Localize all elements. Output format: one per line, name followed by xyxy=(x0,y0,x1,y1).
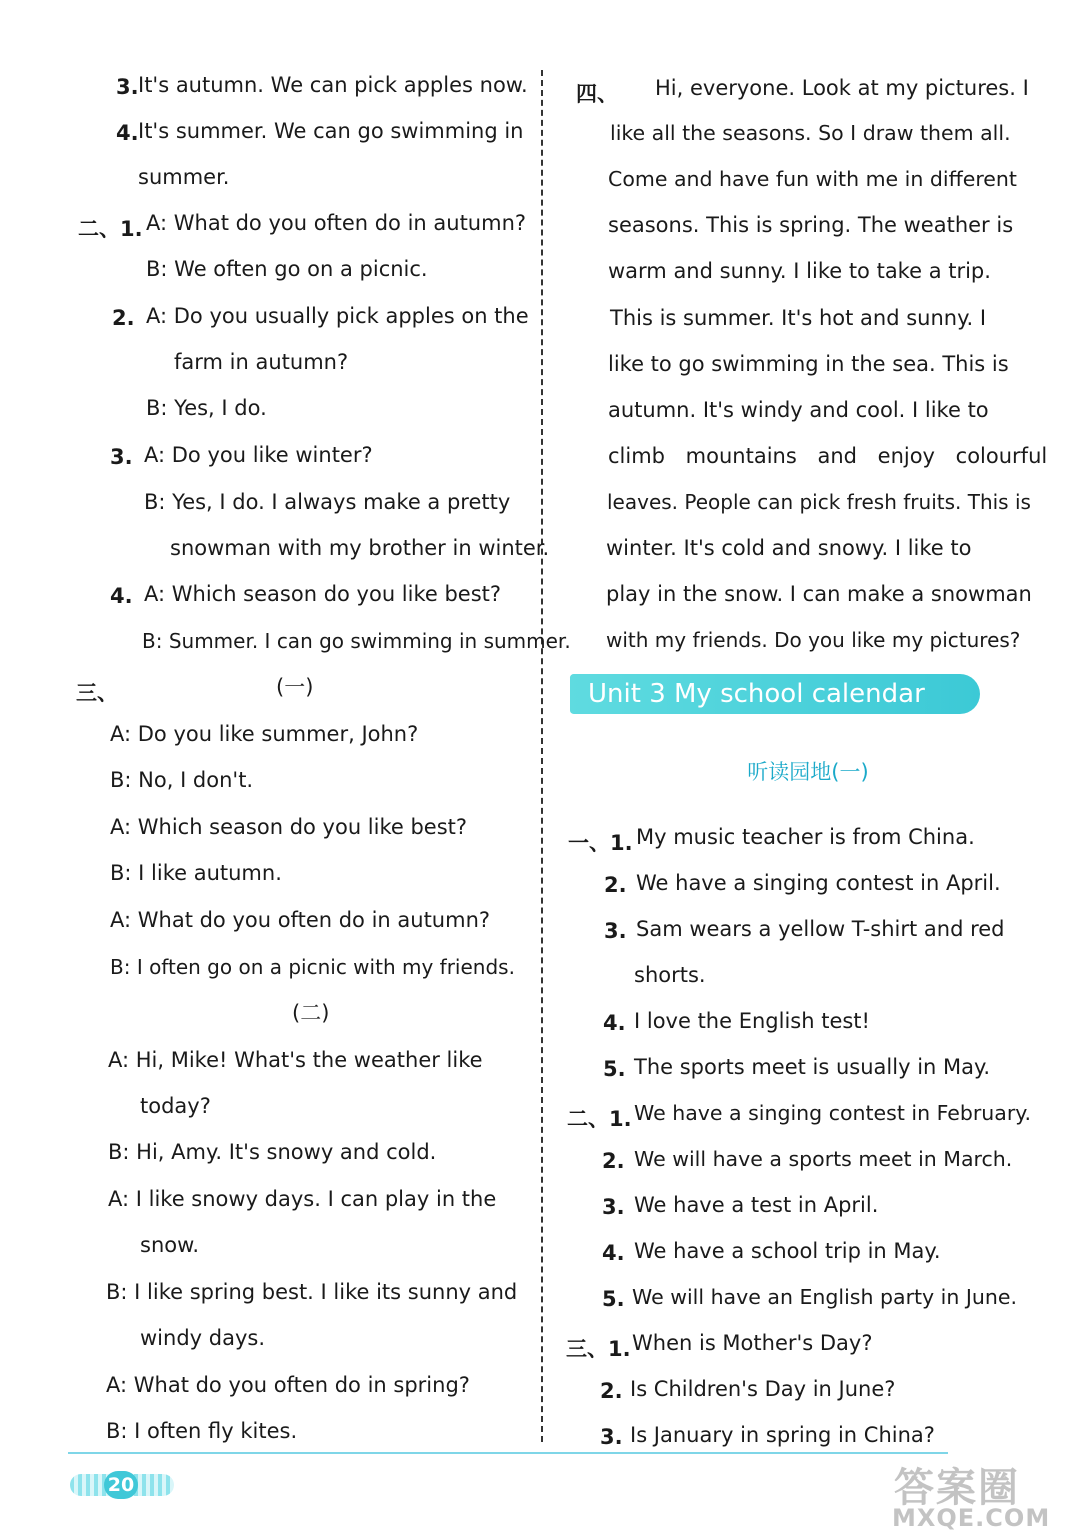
passage-line: autumn. It's windy and cool. I like to xyxy=(608,398,989,422)
answer-line: We will have an English party in June. xyxy=(632,1285,1018,1309)
item-number: 2. xyxy=(600,1379,623,1403)
section-number: 三、1. xyxy=(566,1337,631,1361)
passage-line: winter. It's cold and snowy. I like to xyxy=(606,536,972,560)
passage-line: This is summer. It's hot and sunny. I xyxy=(610,306,987,330)
answer-line: We have a test in April. xyxy=(634,1193,879,1217)
answer-line: The sports meet is usually in May. xyxy=(634,1055,991,1079)
dialogue-line: snow. xyxy=(140,1233,200,1257)
passage-line: play in the snow. I can make a snowman xyxy=(606,582,1032,606)
passage-line: Come and have fun with me in different xyxy=(608,167,1017,191)
answer-line: A: Do you usually pick apples on the xyxy=(146,304,529,328)
passage-line: seasons. This is spring. The weather is xyxy=(608,213,1014,237)
answer-line: When is Mother's Day? xyxy=(632,1331,873,1355)
item-number: 4. xyxy=(110,584,133,608)
subsection-label: (二) xyxy=(292,1001,330,1025)
dialogue-line: B: I often fly kites. xyxy=(106,1419,298,1443)
section-number: 二、1. xyxy=(567,1107,632,1131)
item-number: 5. xyxy=(603,1057,626,1081)
passage-line: leaves. People can pick fresh fruits. This is xyxy=(607,490,1031,514)
section-number: 一、1. xyxy=(568,831,633,855)
item-number: 2. xyxy=(602,1149,625,1173)
dialogue-line: B: Hi, Amy. It's snowy and cold. xyxy=(108,1140,437,1164)
item-number: 3. xyxy=(604,919,627,943)
dialogue-line: A: Which season do you like best? xyxy=(110,815,468,839)
item-number: 4. xyxy=(603,1011,626,1035)
passage-line: climb mountains and enjoy colourful xyxy=(608,444,1048,468)
answer-line: Is January in spring in China? xyxy=(630,1423,935,1447)
dialogue-line: today? xyxy=(140,1094,211,1118)
item-number: 2. xyxy=(604,873,627,897)
answer-line: B: Yes, I do. I always make a pretty xyxy=(144,490,511,514)
dialogue-line: B: I often go on a picnic with my friends. xyxy=(110,955,515,979)
watermark-logo xyxy=(890,1452,1065,1536)
dialogue-line: B: No, I don't. xyxy=(110,768,254,792)
item-number: 3. xyxy=(116,75,139,99)
unit-title-banner: Unit 3 My school calendar xyxy=(570,674,980,714)
answer-line: shorts. xyxy=(634,963,706,987)
answer-line: A: Do you like winter? xyxy=(144,443,373,467)
item-number: 3. xyxy=(110,445,133,469)
answer-line: We have a singing contest in April. xyxy=(636,871,1001,895)
watermark-url: MXQE.COM xyxy=(892,1504,1051,1532)
item-number: 4. xyxy=(116,121,139,145)
answer-line: My music teacher is from China. xyxy=(636,825,975,849)
watermark-text: 答案圈 xyxy=(894,1465,1020,1511)
section-number: 四、 xyxy=(576,82,618,106)
dialogue-line: B: I like autumn. xyxy=(110,861,282,885)
answer-line: It's summer. We can go swimming in xyxy=(138,119,524,143)
section-title: 听读园地(一) xyxy=(747,760,869,784)
footer-rule xyxy=(68,1452,948,1454)
answer-line: We have a school trip in May. xyxy=(634,1239,941,1263)
passage-line: Hi, everyone. Look at my pictures. I xyxy=(655,76,1029,100)
item-number: 3. xyxy=(602,1195,625,1219)
answer-line: Sam wears a yellow T-shirt and red xyxy=(636,917,1005,941)
dialogue-line: A: What do you often do in autumn? xyxy=(110,908,491,932)
answer-line: B: Yes, I do. xyxy=(146,396,267,420)
answer-line: A: Which season do you like best? xyxy=(144,582,502,606)
answer-line: B: Summer. I can go swimming in summer. xyxy=(142,629,571,653)
dialogue-line: A: Hi, Mike! What's the weather like xyxy=(108,1048,483,1072)
answer-line: B: We often go on a picnic. xyxy=(146,257,428,281)
dialogue-line: windy days. xyxy=(140,1326,265,1350)
answer-line: summer. xyxy=(138,165,230,189)
dialogue-line: A: I like snowy days. I can play in the xyxy=(108,1187,497,1211)
answer-line: snowman with my brother in winter. xyxy=(170,536,550,560)
subsection-label: (一) xyxy=(276,675,314,699)
answer-line: Is Children's Day in June? xyxy=(630,1377,896,1401)
passage-line: with my friends. Do you like my pictures? xyxy=(606,628,1021,652)
dialogue-line: A: Do you like summer, John? xyxy=(110,722,419,746)
answer-line: I love the English test! xyxy=(634,1009,870,1033)
answer-line: A: What do you often do in autumn? xyxy=(146,211,527,235)
passage-line: warm and sunny. I like to take a trip. xyxy=(608,259,991,283)
answer-line: It's autumn. We can pick apples now. xyxy=(138,73,528,97)
item-number: 5. xyxy=(602,1287,625,1311)
passage-line: like to go swimming in the sea. This is xyxy=(608,352,1009,376)
column-divider xyxy=(541,70,543,1442)
page-number: 20 xyxy=(104,1471,138,1499)
passage-line: like all the seasons. So I draw them all. xyxy=(610,121,1011,145)
item-number: 2. xyxy=(112,306,135,330)
answer-line: We will have a sports meet in March. xyxy=(634,1147,1013,1171)
section-number: 三、 xyxy=(76,681,118,705)
item-number: 4. xyxy=(602,1241,625,1265)
item-number: 3. xyxy=(600,1425,623,1449)
answer-line: We have a singing contest in February. xyxy=(634,1101,1032,1125)
section-number: 二、1. xyxy=(78,217,143,241)
dialogue-line: A: What do you often do in spring? xyxy=(106,1373,470,1397)
dialogue-line: B: I like spring best. I like its sunny and xyxy=(106,1280,518,1304)
answer-line: farm in autumn? xyxy=(174,350,349,374)
